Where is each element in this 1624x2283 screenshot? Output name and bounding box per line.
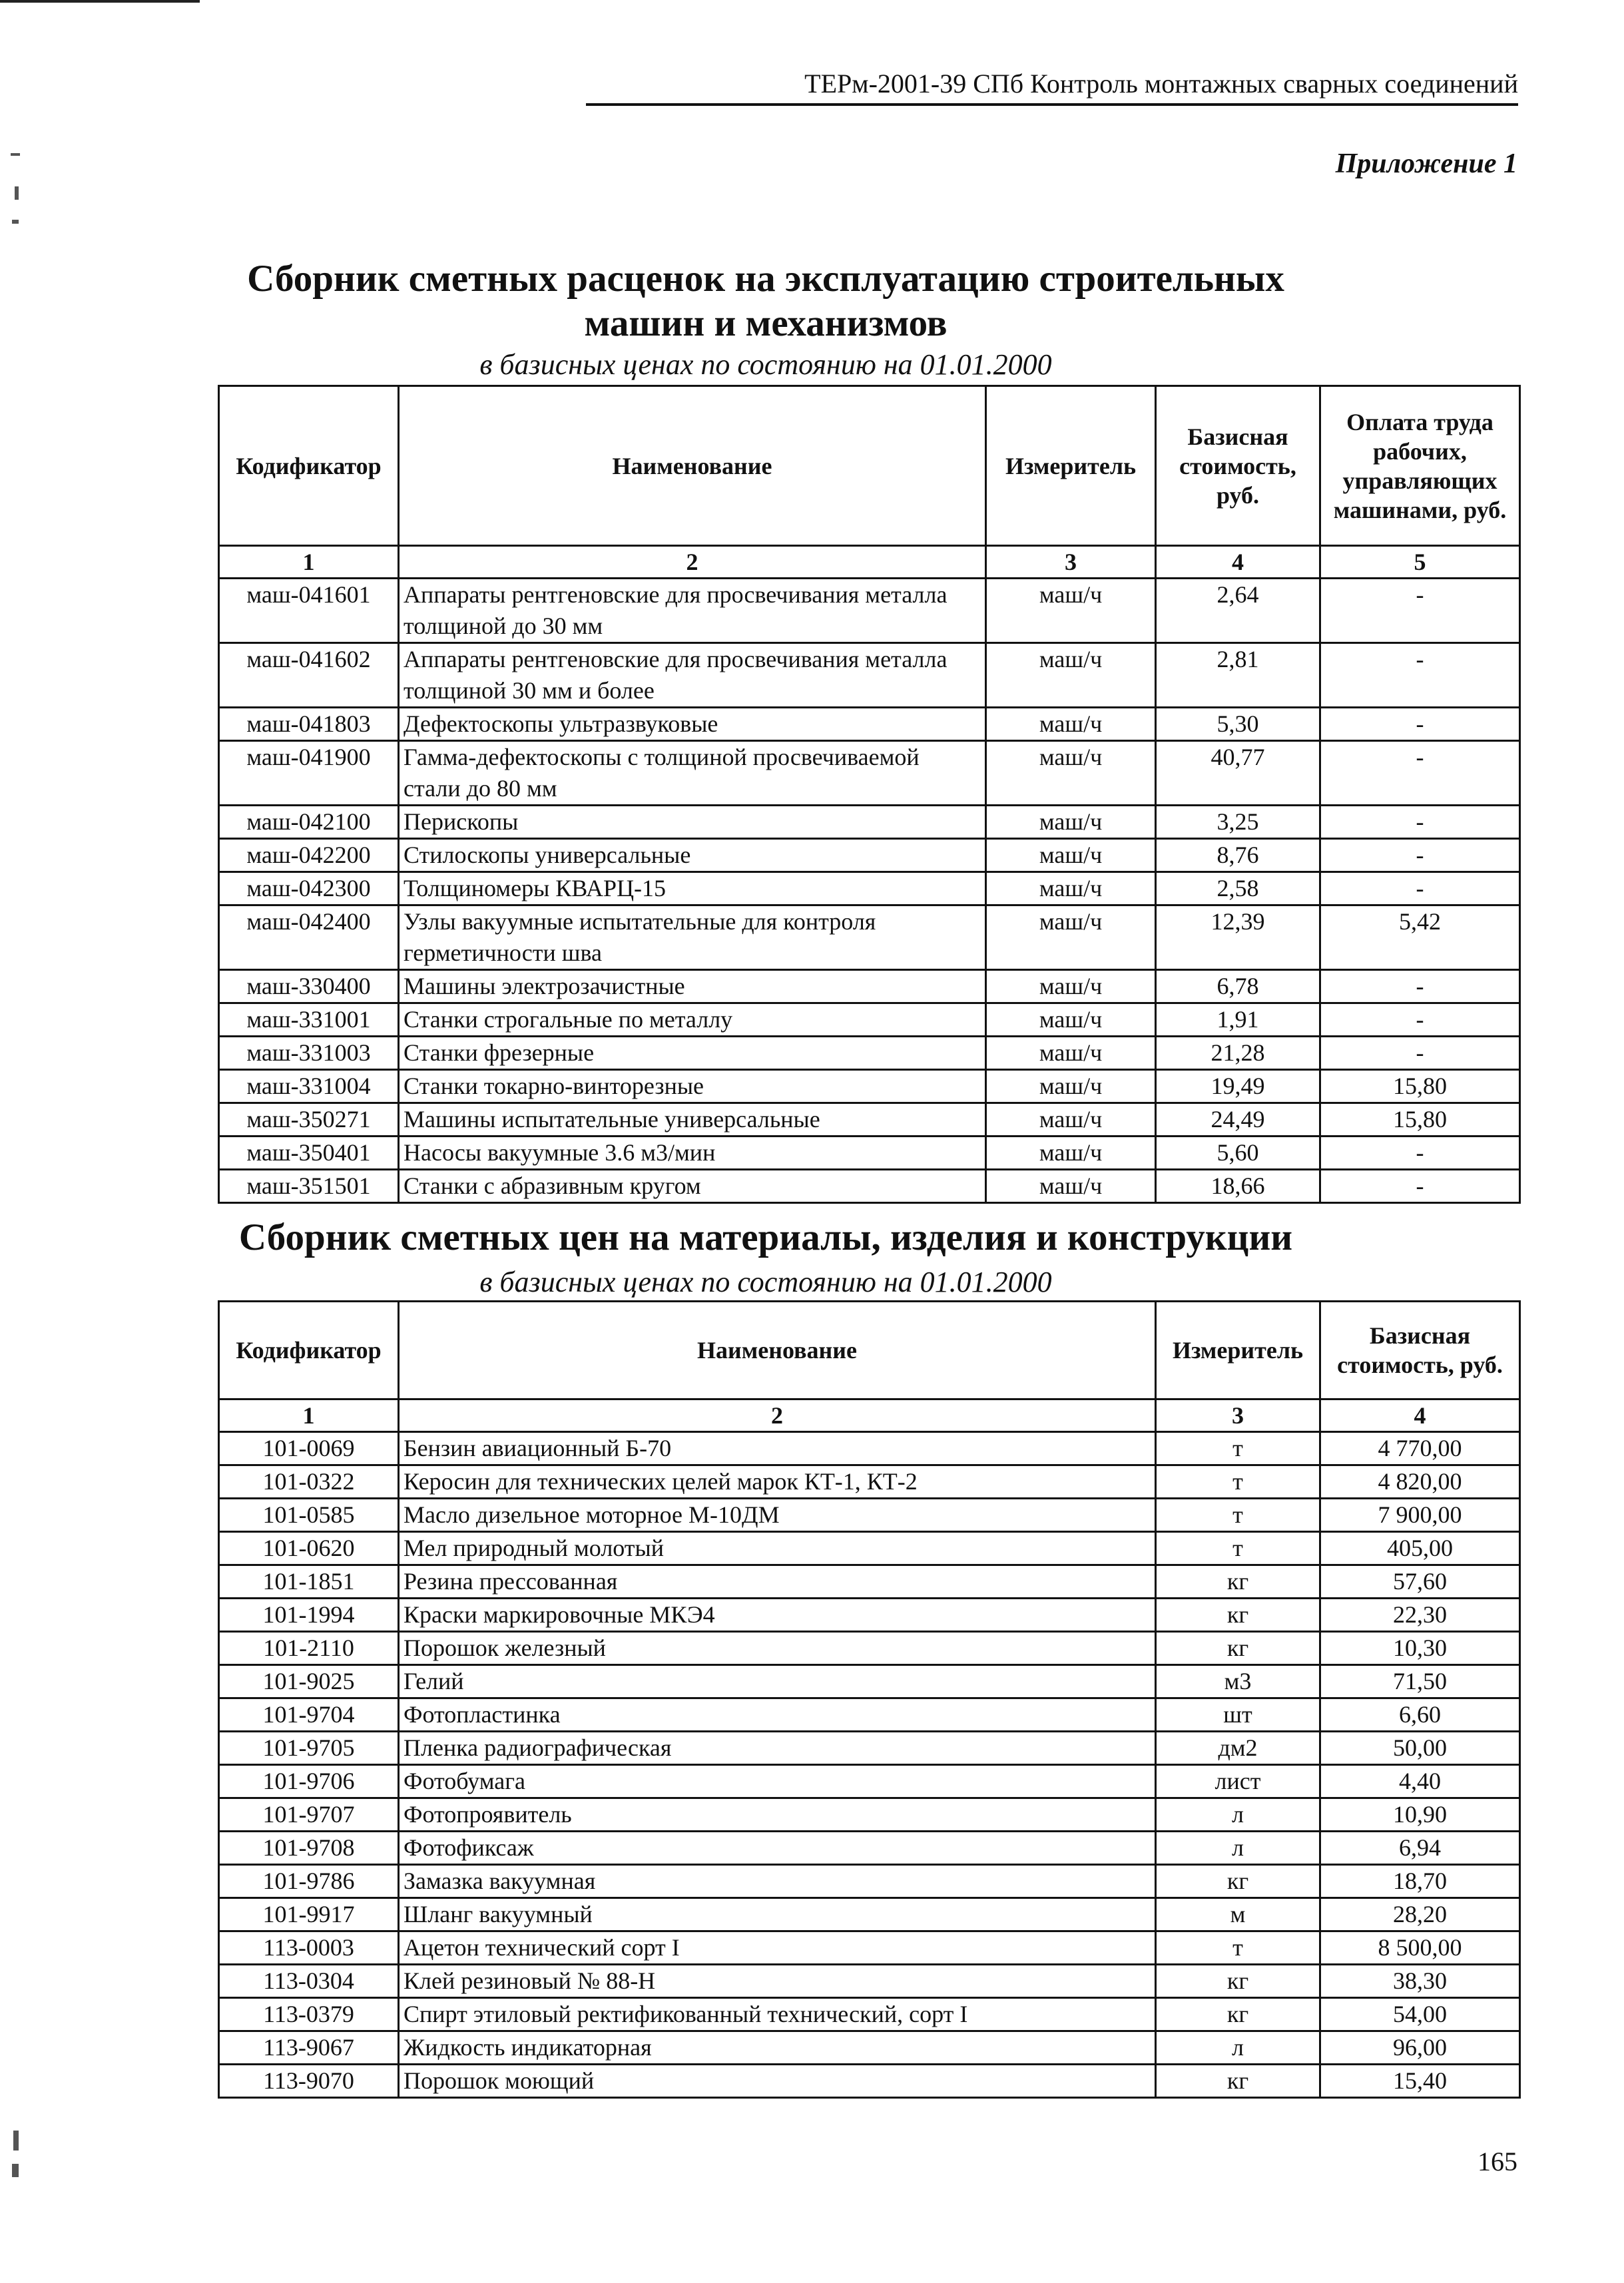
col-header-cost: Базисная стоимость, руб. xyxy=(1156,386,1320,546)
cell-name: Масло дизельное моторное М-10ДМ xyxy=(399,1499,1156,1532)
cell-unit: маш/ч xyxy=(986,1137,1156,1170)
cell-name: Станки токарно-винторезные xyxy=(399,1070,986,1103)
cell-cost: 8,76 xyxy=(1156,839,1320,872)
table-row xyxy=(219,2031,1520,2065)
cell-name: Спирт этиловый ректификованный технический, сорт I xyxy=(399,1998,1156,2031)
cell-unit: лист xyxy=(1156,1765,1320,1798)
cell-wage: 15,80 xyxy=(1320,1103,1520,1137)
cell-unit: маш/ч xyxy=(986,1170,1156,1203)
table-row xyxy=(219,1532,1520,1565)
cell-code: 113-0379 xyxy=(219,1998,399,2031)
cell-unit: кг xyxy=(1156,2065,1320,2098)
table-row xyxy=(219,2065,1520,2098)
cell-unit: шт xyxy=(1156,1698,1320,1732)
cell-wage: - xyxy=(1320,839,1520,872)
col-number: 2 xyxy=(399,546,986,579)
cell-unit: т xyxy=(1156,1465,1320,1499)
section1-title: Сборник сметных расценок на эксплуатацию строительных машин и механизмов xyxy=(247,258,1284,345)
cell-cost: 96,00 xyxy=(1320,2031,1520,2065)
cell-name: Толщиномеры КВАРЦ-15 xyxy=(399,872,986,905)
cell-code: маш-350401 xyxy=(219,1137,399,1170)
cell-name: Стилоскопы универсальные xyxy=(399,839,986,872)
cell-cost: 6,78 xyxy=(1156,970,1320,1003)
cell-cost: 22,30 xyxy=(1320,1599,1520,1632)
col-header-cost: Базисная стоимость, руб. xyxy=(1320,1302,1520,1399)
cell-code: 101-9917 xyxy=(219,1898,399,1931)
scan-speck xyxy=(13,2131,19,2151)
cell-name: Станки фрезерные xyxy=(399,1037,986,1070)
cell-wage: - xyxy=(1320,872,1520,905)
machines-table xyxy=(218,385,1521,1204)
cell-wage: - xyxy=(1320,643,1520,708)
cell-wage: - xyxy=(1320,1003,1520,1037)
table-row xyxy=(219,1798,1520,1832)
table-row xyxy=(219,1432,1520,1465)
cell-unit: дм2 xyxy=(1156,1732,1320,1765)
cell-cost: 50,00 xyxy=(1320,1732,1520,1765)
section2-subtitle: в базисных ценах по состоянию на 01.01.2000 xyxy=(479,1266,1052,1298)
cell-wage: - xyxy=(1320,1037,1520,1070)
cell-code: 101-9706 xyxy=(219,1765,399,1798)
cell-cost: 8 500,00 xyxy=(1320,1931,1520,1965)
cell-cost: 19,49 xyxy=(1156,1070,1320,1103)
col-number: 3 xyxy=(1156,1399,1320,1432)
cell-wage: - xyxy=(1320,741,1520,806)
col-number: 5 xyxy=(1320,546,1520,579)
cell-name: Гелий xyxy=(399,1665,1156,1698)
table-row xyxy=(219,741,1520,806)
cell-name: Порошок моющий xyxy=(399,2065,1156,2098)
cell-name: Дефектоскопы ультразвуковые xyxy=(399,708,986,741)
scan-speck xyxy=(12,220,19,224)
cell-code: маш-330400 xyxy=(219,970,399,1003)
table-row xyxy=(219,1599,1520,1632)
table-row xyxy=(219,905,1520,970)
table-row xyxy=(219,643,1520,708)
cell-code: 101-9705 xyxy=(219,1732,399,1765)
cell-name: Резина прессованная xyxy=(399,1565,1156,1599)
table-row xyxy=(219,970,1520,1003)
cell-unit: маш/ч xyxy=(986,1103,1156,1137)
cell-code: 113-9067 xyxy=(219,2031,399,2065)
col-number: 1 xyxy=(219,546,399,579)
cell-cost: 5,30 xyxy=(1156,708,1320,741)
table-row xyxy=(219,1931,1520,1965)
cell-name: Узлы вакуумные испытательные для контроля герметичности шва xyxy=(399,905,986,970)
cell-cost: 6,60 xyxy=(1320,1698,1520,1732)
table-row xyxy=(219,1965,1520,1998)
cell-name: Перископы xyxy=(399,806,986,839)
cell-code: 113-0304 xyxy=(219,1965,399,1998)
cell-name: Керосин для технических целей марок КТ-1, КТ-2 xyxy=(399,1465,1156,1499)
cell-cost: 4 820,00 xyxy=(1320,1465,1520,1499)
top-rule xyxy=(0,0,200,3)
cell-name: Машины испытательные универсальные xyxy=(399,1103,986,1137)
cell-unit: л xyxy=(1156,2031,1320,2065)
cell-name: Ацетон технический сорт I xyxy=(399,1931,1156,1965)
cell-unit: маш/ч xyxy=(986,1037,1156,1070)
cell-name: Станки с абразивным кругом xyxy=(399,1170,986,1203)
col-number: 3 xyxy=(986,546,1156,579)
cell-code: 101-1994 xyxy=(219,1599,399,1632)
table-row xyxy=(219,1137,1520,1170)
cell-cost: 3,25 xyxy=(1156,806,1320,839)
cell-cost: 2,81 xyxy=(1156,643,1320,708)
col-number: 1 xyxy=(219,1399,399,1432)
cell-name: Насосы вакуумные 3.6 м3/мин xyxy=(399,1137,986,1170)
cell-wage: - xyxy=(1320,970,1520,1003)
table-row xyxy=(219,1070,1520,1103)
cell-cost: 2,58 xyxy=(1156,872,1320,905)
cell-name: Мел природный молотый xyxy=(399,1532,1156,1565)
cell-unit: кг xyxy=(1156,1865,1320,1898)
cell-cost: 10,30 xyxy=(1320,1632,1520,1665)
running-header: ТЕРм-2001-39 СПб Контроль монтажных сварных соединений xyxy=(586,68,1518,106)
cell-name: Пленка радиографическая xyxy=(399,1732,1156,1765)
table-row xyxy=(219,1998,1520,2031)
table-row xyxy=(219,1003,1520,1037)
cell-unit: маш/ч xyxy=(986,1070,1156,1103)
cell-code: 113-0003 xyxy=(219,1931,399,1965)
col-number: 4 xyxy=(1156,546,1320,579)
cell-unit: маш/ч xyxy=(986,970,1156,1003)
cell-name: Фотопроявитель xyxy=(399,1798,1156,1832)
col-number: 2 xyxy=(399,1399,1156,1432)
col-header-code: Кодификатор xyxy=(219,1302,399,1399)
cell-code: 101-0322 xyxy=(219,1465,399,1499)
cell-cost: 4 770,00 xyxy=(1320,1432,1520,1465)
col-header-unit: Измеритель xyxy=(1156,1302,1320,1399)
cell-unit: м xyxy=(1156,1898,1320,1931)
cell-wage: 15,80 xyxy=(1320,1070,1520,1103)
cell-unit: кг xyxy=(1156,1599,1320,1632)
cell-name: Жидкость индикаторная xyxy=(399,2031,1156,2065)
table-row xyxy=(219,1865,1520,1898)
table-row xyxy=(219,1499,1520,1532)
cell-unit: кг xyxy=(1156,1565,1320,1599)
cell-unit: кг xyxy=(1156,1965,1320,1998)
col-header-unit: Измеритель xyxy=(986,386,1156,546)
cell-cost: 5,60 xyxy=(1156,1137,1320,1170)
cell-unit: т xyxy=(1156,1432,1320,1465)
cell-name: Машины электрозачистные xyxy=(399,970,986,1003)
cell-name: Аппараты рентгеновские для просвечивания металла толщиной до 30 мм xyxy=(399,579,986,643)
cell-unit: маш/ч xyxy=(986,708,1156,741)
cell-cost: 54,00 xyxy=(1320,1998,1520,2031)
cell-unit: маш/ч xyxy=(986,643,1156,708)
cell-code: маш-331003 xyxy=(219,1037,399,1070)
cell-unit: маш/ч xyxy=(986,1003,1156,1037)
cell-unit: т xyxy=(1156,1499,1320,1532)
cell-name: Станки строгальные по металлу xyxy=(399,1003,986,1037)
cell-code: маш-331004 xyxy=(219,1070,399,1103)
cell-name: Краски маркировочные МКЭ4 xyxy=(399,1599,1156,1632)
table-row xyxy=(219,579,1520,643)
materials-table-body xyxy=(219,1432,1520,2098)
table-row xyxy=(219,1698,1520,1732)
cell-unit: т xyxy=(1156,1532,1320,1565)
scan-speck xyxy=(15,186,19,200)
cell-cost: 71,50 xyxy=(1320,1665,1520,1698)
cell-unit: т xyxy=(1156,1931,1320,1965)
cell-name: Бензин авиационный Б-70 xyxy=(399,1432,1156,1465)
cell-code: маш-350271 xyxy=(219,1103,399,1137)
table-row xyxy=(219,872,1520,905)
table-row xyxy=(219,1898,1520,1931)
col-number: 4 xyxy=(1320,1399,1520,1432)
cell-cost: 6,94 xyxy=(1320,1832,1520,1865)
col-header-code: Кодификатор xyxy=(219,386,399,546)
cell-cost: 4,40 xyxy=(1320,1765,1520,1798)
table-row xyxy=(219,1170,1520,1203)
cell-wage: - xyxy=(1320,579,1520,643)
cell-code: 101-2110 xyxy=(219,1632,399,1665)
cell-code: маш-331001 xyxy=(219,1003,399,1037)
cell-unit: маш/ч xyxy=(986,872,1156,905)
col-header-name: Наименование xyxy=(399,1302,1156,1399)
cell-cost: 24,49 xyxy=(1156,1103,1320,1137)
cell-code: маш-041900 xyxy=(219,741,399,806)
cell-code: 101-0620 xyxy=(219,1532,399,1565)
col-header-name: Наименование xyxy=(399,386,986,546)
page-number: 165 xyxy=(1478,2147,1517,2176)
cell-cost: 18,70 xyxy=(1320,1865,1520,1898)
materials-table xyxy=(218,1300,1521,2099)
cell-unit: маш/ч xyxy=(986,806,1156,839)
cell-name: Фотобумага xyxy=(399,1765,1156,1798)
cell-name: Клей резиновый № 88-Н xyxy=(399,1965,1156,1998)
cell-code: 101-0585 xyxy=(219,1499,399,1532)
cell-unit: маш/ч xyxy=(986,839,1156,872)
cell-code: маш-351501 xyxy=(219,1170,399,1203)
cell-cost: 12,39 xyxy=(1156,905,1320,970)
cell-name: Гамма-дефектоскопы с толщиной просвечиваемой стали до 80 мм xyxy=(399,741,986,806)
section1-subtitle: в базисных ценах по состоянию на 01.01.2000 xyxy=(479,348,1052,381)
scan-speck xyxy=(12,2164,19,2177)
cell-cost: 7 900,00 xyxy=(1320,1499,1520,1532)
cell-code: маш-041803 xyxy=(219,708,399,741)
cell-unit: маш/ч xyxy=(986,579,1156,643)
cell-code: 101-9786 xyxy=(219,1865,399,1898)
cell-name: Фотопластинка xyxy=(399,1698,1156,1732)
cell-code: маш-042300 xyxy=(219,872,399,905)
cell-cost: 2,64 xyxy=(1156,579,1320,643)
cell-name: Замазка вакуумная xyxy=(399,1865,1156,1898)
table-row xyxy=(219,839,1520,872)
cell-unit: маш/ч xyxy=(986,741,1156,806)
cell-unit: м3 xyxy=(1156,1665,1320,1698)
cell-wage: - xyxy=(1320,708,1520,741)
cell-cost: 18,66 xyxy=(1156,1170,1320,1203)
cell-code: 101-0069 xyxy=(219,1432,399,1465)
cell-cost: 15,40 xyxy=(1320,2065,1520,2098)
table-row xyxy=(219,1732,1520,1765)
cell-cost: 21,28 xyxy=(1156,1037,1320,1070)
cell-name: Фотофиксаж xyxy=(399,1832,1156,1865)
appendix-label: Приложение 1 xyxy=(1335,148,1517,179)
cell-wage: 5,42 xyxy=(1320,905,1520,970)
table-row xyxy=(219,1765,1520,1798)
cell-code: 101-9704 xyxy=(219,1698,399,1732)
table-row xyxy=(219,1465,1520,1499)
cell-cost: 38,30 xyxy=(1320,1965,1520,1998)
table-row xyxy=(219,708,1520,741)
table-row xyxy=(219,1832,1520,1865)
cell-name: Аппараты рентгеновские для просвечивания металла толщиной 30 мм и более xyxy=(399,643,986,708)
cell-name: Шланг вакуумный xyxy=(399,1898,1156,1931)
cell-code: маш-042100 xyxy=(219,806,399,839)
cell-code: маш-041602 xyxy=(219,643,399,708)
table-row xyxy=(219,1103,1520,1137)
cell-code: маш-042200 xyxy=(219,839,399,872)
cell-wage: - xyxy=(1320,1137,1520,1170)
cell-code: 101-9707 xyxy=(219,1798,399,1832)
cell-cost: 28,20 xyxy=(1320,1898,1520,1931)
table-row xyxy=(219,1632,1520,1665)
col-header-wage: Оплата труда рабочих, управляющих машинами, руб. xyxy=(1320,386,1520,546)
cell-unit: л xyxy=(1156,1832,1320,1865)
cell-cost: 40,77 xyxy=(1156,741,1320,806)
cell-unit: маш/ч xyxy=(986,905,1156,970)
section2-title: Сборник сметных цен на материалы, изделия и конструкции xyxy=(238,1216,1293,1258)
cell-code: маш-041601 xyxy=(219,579,399,643)
cell-name: Порошок железный xyxy=(399,1632,1156,1665)
scan-speck xyxy=(11,153,20,156)
cell-code: маш-042400 xyxy=(219,905,399,970)
table-row xyxy=(219,1565,1520,1599)
cell-cost: 405,00 xyxy=(1320,1532,1520,1565)
cell-unit: кг xyxy=(1156,1632,1320,1665)
cell-unit: л xyxy=(1156,1798,1320,1832)
cell-wage: - xyxy=(1320,806,1520,839)
cell-code: 113-9070 xyxy=(219,2065,399,2098)
cell-code: 101-9025 xyxy=(219,1665,399,1698)
table-row xyxy=(219,1665,1520,1698)
cell-cost: 57,60 xyxy=(1320,1565,1520,1599)
table-row xyxy=(219,1037,1520,1070)
cell-unit: кг xyxy=(1156,1998,1320,2031)
cell-wage: - xyxy=(1320,1170,1520,1203)
table-row xyxy=(219,806,1520,839)
cell-code: 101-9708 xyxy=(219,1832,399,1865)
machines-table-body xyxy=(219,579,1520,1203)
cell-cost: 10,90 xyxy=(1320,1798,1520,1832)
cell-cost: 1,91 xyxy=(1156,1003,1320,1037)
cell-code: 101-1851 xyxy=(219,1565,399,1599)
